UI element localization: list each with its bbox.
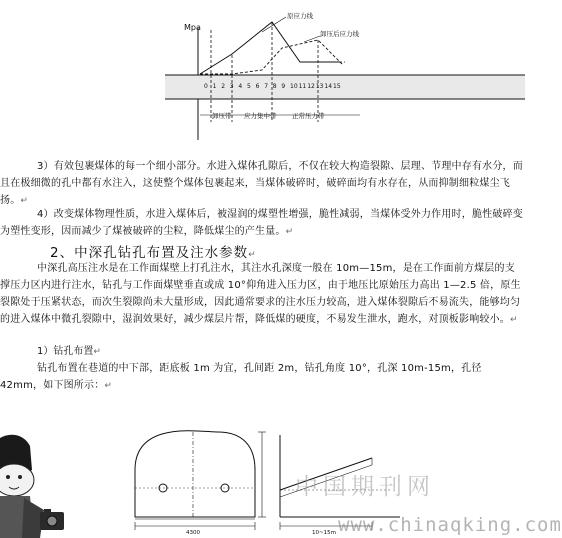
paragraph-4-text: 4）改变煤体物理性质，水进入煤体后，被湿润的煤塑性增强，脆性减弱，当煤体受外力作用时，脆性破碎变为塑性变形，因而减少了煤被破碎的尘粒，降低煤尘的产生量。 [0, 209, 523, 237]
x-tick-label: 11 [298, 83, 307, 90]
watermark-site-name: 中国期刊网 [295, 474, 435, 500]
cartoon-character [0, 435, 44, 538]
sub-heading-drill-layout: 1）钻孔布置↵ [37, 346, 101, 357]
x-tick-label: 1 [212, 83, 217, 90]
width-dimension: 4300 [186, 530, 200, 536]
camera-icon [40, 509, 64, 530]
x-tick-label: 0 [204, 83, 208, 90]
paragraph-drill-layout: 钻孔布置在巷道的中下部，距底板 1m 为宜，孔间距 2m，钻孔角度 10°，孔深 10m-15m，孔径 42mm，如下图所示：↵ [0, 363, 482, 391]
x-tick-label: 14 [324, 83, 333, 90]
coal-seam-band [165, 75, 525, 99]
x-tick-label: 8 [272, 83, 277, 90]
section-heading: 2、中深孔钻孔布置及注水参数↵ [50, 245, 257, 261]
relieved-curve-label: 卸压后应力线 [320, 30, 359, 38]
zone-label-normal: 正常压力带 [292, 112, 325, 120]
x-tick-label: 9 [281, 83, 286, 90]
original-curve-label: 原应力线 [287, 12, 313, 20]
x-tick-label: 15 [333, 83, 341, 90]
x-tick-label: 10 [290, 83, 298, 90]
x-tick-label: 12 [307, 83, 315, 90]
x-tick-label: 2 [221, 83, 226, 90]
tunnel-cross-section [135, 431, 266, 536]
original-stress-curve [200, 22, 340, 74]
stress-distribution-diagram [0, 0, 525, 150]
x-tick-label: 7 [264, 83, 269, 90]
zone-label-concentration: 应力集中带 [244, 112, 277, 120]
x-axis-ticks [204, 83, 341, 90]
y-axis-label: Mpa [184, 23, 201, 32]
x-tick-label: 4 [238, 83, 243, 90]
paragraph-drill-text: 钻孔布置在巷道的中下部，距底板 1m 为宜，孔间距 2m，钻孔角度 10°，孔深 10m-15m，孔径 42mm，如下图所示： [0, 363, 482, 391]
x-tick-label: 13 [315, 83, 324, 90]
zone-label-relief: 卸压带 [212, 112, 232, 120]
paragraph-3-text: 3）有效包裹煤体的每一个细小部分。水进入煤体孔隙后，不仅在较大构造裂隙、层理、节理中存有水分，而且在极细微的孔中都有水注入，这使整个煤体包裹起来，当煤体破碎时，破碎面均有水存在，从而抑制细粒煤尘飞扬。 [0, 161, 523, 206]
relieved-stress-curve [200, 40, 342, 74]
paragraph-main-text: 中深孔高压注水是在工作面煤壁上打孔注水，其注水孔深度一般在 10m—15m，是在工作面前方煤层的支撑压力区内进行注水，钻孔与工作面煤壁垂直或成 10°仰角进入压力区，由于地压比原始压力高出 1—2.5 倍，原生裂隙处于压紧状态，而次生裂隙尚未大量形成，因此通常要求的注水压力较高，进入煤体裂隙后不易流失，能够均匀的进入煤体中微孔裂隙中，湿润效果好，减少煤层片帮，降低煤的硬度，不易发生泄水，跑水，对顶板影响较小。 [0, 263, 521, 325]
paragraph-3: 3）有效包裹煤体的每一个细小部分。水进入煤体孔隙后，不仅在较大构造裂隙、层理、节理中存有水分，而且在极细微的孔中都有水注入，这使整个煤体包裹起来，当煤体破碎时，破碎面均有水存在，从而抑制细粒煤尘飞扬。↵ [0, 161, 523, 206]
paragraph-high-pressure-injection: 中深孔高压注水是在工作面煤壁上打孔注水，其注水孔深度一般在 10m—15m，是在工作面前方煤层的支撑压力区内进行注水，钻孔与工作面煤壁垂直或成 10°仰角进入压力区，由于地压比原始压力高出 1—2.5 倍，原生裂隙处于压紧状态，而次生裂隙尚未大量形成，因此通常要求的注水压力较高，进入煤体裂隙后不易流失，能够均匀的进入煤体中微孔裂隙中，湿润效果好，减少煤层片帮，降低煤的硬度，不易发生泄水，跑水，对顶板影响较小。↵ [0, 263, 521, 325]
x-tick-label: 3 [229, 83, 234, 90]
watermark-url: www.chinaqking.com [338, 514, 562, 536]
depth-dimension: 10~15m [312, 530, 336, 536]
paragraph-4: 4）改变煤体物理性质，水进入煤体后，被湿润的煤塑性增强，脆性减弱，当煤体受外力作用时，脆性破碎变为塑性变形，因而减少了煤被破碎的尘粒，降低煤尘的产生量。↵ [0, 209, 523, 237]
x-tick-label: 5 [247, 83, 251, 90]
label-leader [262, 17, 286, 32]
x-tick-label: 6 [255, 83, 260, 90]
